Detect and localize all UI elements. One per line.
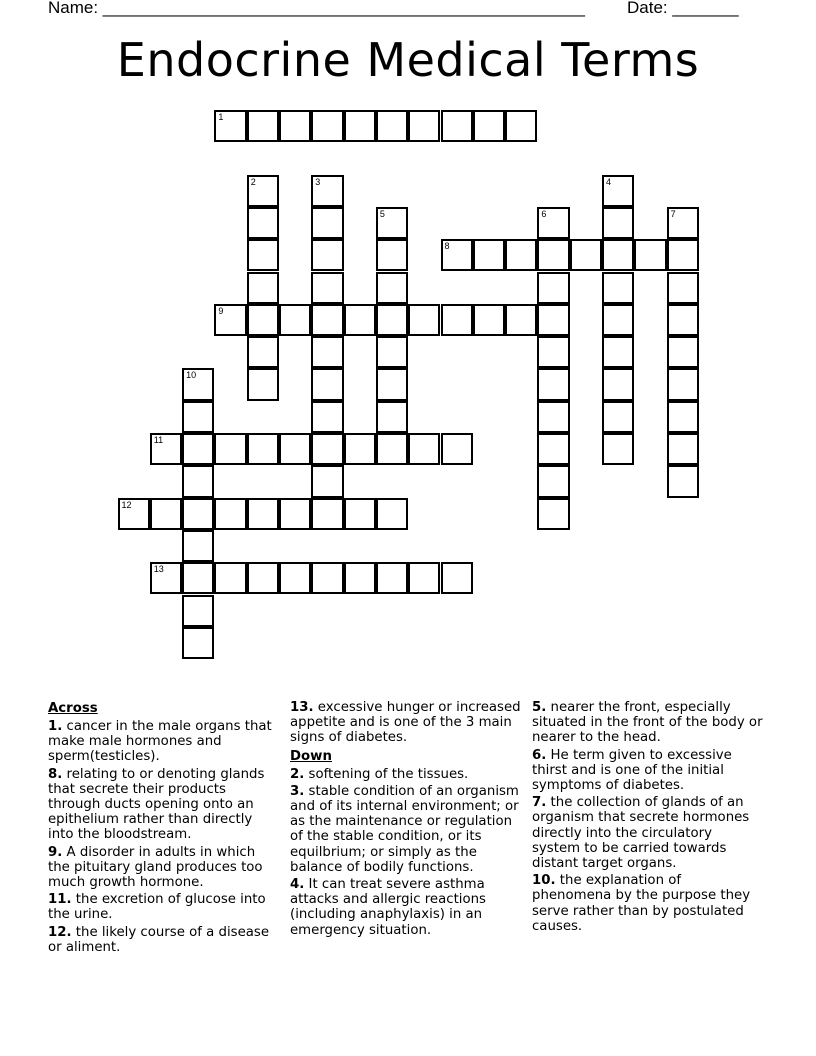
clue-down-2	[290, 767, 522, 782]
cell-number: 3	[315, 176, 321, 187]
crossword-cell[interactable]	[247, 368, 279, 400]
crossword-cell[interactable]	[214, 304, 246, 336]
crossword-cell[interactable]	[570, 239, 602, 271]
crossword-cell[interactable]	[247, 336, 279, 368]
cell-number: 13	[153, 564, 164, 575]
clue-number: 6.	[532, 747, 547, 763]
clue-number: 10.	[532, 873, 556, 889]
clue-down-6	[532, 748, 764, 794]
clue-across-12	[48, 925, 280, 955]
crossword-cell[interactable]	[376, 401, 408, 433]
crossword-cell[interactable]	[214, 562, 246, 594]
clue-number: 7.	[532, 795, 547, 811]
crossword-cell[interactable]	[182, 465, 214, 497]
clue-down-7	[532, 795, 764, 871]
crossword-cell[interactable]	[537, 368, 569, 400]
cell-number: 4	[606, 176, 612, 187]
crossword-cell[interactable]	[376, 304, 408, 336]
clue-text: cancer in the male organs that make male hormones and sperm(testicles).	[48, 719, 272, 765]
clue-text: It can treat severe asthma attacks and allergic reactions (including anaphylaxis) in an emergency situation.	[290, 877, 486, 938]
crossword-cell[interactable]	[537, 336, 569, 368]
clue-down-10	[532, 873, 764, 934]
crossword-cell[interactable]	[667, 239, 699, 271]
clue-across-13	[290, 700, 522, 746]
clue-column-2	[290, 700, 522, 940]
crossword-cell[interactable]	[279, 498, 311, 530]
crossword-cell[interactable]	[182, 401, 214, 433]
crossword-cell[interactable]	[634, 239, 666, 271]
crossword-cell[interactable]	[311, 433, 343, 465]
crossword-cell[interactable]	[279, 433, 311, 465]
page-title: Endocrine Medical Terms	[116, 33, 700, 87]
clue-text: excessive hunger or increased appetite and is one of the 3 main signs of diabetes.	[290, 700, 521, 746]
crossword-cell[interactable]	[602, 433, 634, 465]
crossword-cell[interactable]	[537, 304, 569, 336]
crossword-cell[interactable]	[537, 498, 569, 530]
crossword-cell[interactable]	[441, 239, 473, 271]
crossword-cell[interactable]	[311, 465, 343, 497]
cell-number: 8	[444, 241, 450, 252]
crossword-cell[interactable]	[214, 498, 246, 530]
clue-number: 13.	[290, 700, 314, 715]
crossword-cell[interactable]	[667, 433, 699, 465]
cell-number: 6	[541, 208, 547, 219]
across-heading: Across	[48, 701, 98, 716]
crossword-cell[interactable]	[408, 110, 440, 142]
cell-number: 10	[186, 370, 197, 381]
crossword-cell[interactable]	[441, 433, 473, 465]
crossword-cell[interactable]	[667, 465, 699, 497]
crossword-cell[interactable]	[344, 304, 376, 336]
crossword-cell[interactable]	[376, 272, 408, 304]
crossword-cell[interactable]	[247, 498, 279, 530]
crossword-cell[interactable]	[602, 368, 634, 400]
clue-number: 5.	[532, 700, 547, 715]
crossword-cell[interactable]	[247, 175, 279, 207]
crossword-cell[interactable]	[376, 336, 408, 368]
clue-across-11	[48, 892, 280, 922]
crossword-cell[interactable]	[311, 175, 343, 207]
crossword-cell[interactable]	[473, 304, 505, 336]
crossword-cell[interactable]	[247, 272, 279, 304]
crossword-cell[interactable]	[441, 110, 473, 142]
crossword-cell[interactable]	[182, 433, 214, 465]
crossword-cell[interactable]	[473, 110, 505, 142]
crossword-cell[interactable]	[247, 239, 279, 271]
down-heading: Down	[290, 748, 332, 764]
clue-text: the explanation of phenomena by the purpose they serve rather than by postulated causes.	[532, 873, 751, 934]
crossword-cell[interactable]	[667, 272, 699, 304]
crossword-cell[interactable]	[408, 562, 440, 594]
crossword-cell[interactable]	[344, 562, 376, 594]
crossword-cell[interactable]	[247, 304, 279, 336]
crossword-cell[interactable]	[441, 562, 473, 594]
crossword-cell[interactable]	[602, 207, 634, 239]
crossword-cell[interactable]	[667, 304, 699, 336]
crossword-cell[interactable]	[344, 433, 376, 465]
crossword-cell[interactable]	[505, 304, 537, 336]
crossword-cell[interactable]	[344, 110, 376, 142]
crossword-cell[interactable]	[667, 207, 699, 239]
clue-text: the excretion of glucose into the urine.	[48, 892, 266, 923]
crossword-cell[interactable]	[311, 110, 343, 142]
clue-text: relating to or denoting glands that secrete their products through ducts opening onto an epithelium rather than directly into the bloodstream.	[48, 766, 265, 843]
crossword-cell[interactable]	[311, 272, 343, 304]
clue-number: 1.	[48, 719, 63, 734]
crossword-cell[interactable]	[537, 239, 569, 271]
clue-text: softening of the tissues.	[308, 766, 469, 782]
clue-text: the likely course of a disease or aliment.	[48, 924, 270, 955]
crossword-cell[interactable]	[311, 304, 343, 336]
clue-column-1	[48, 700, 280, 957]
crossword-cell[interactable]	[602, 175, 634, 207]
clue-number: 4.	[290, 877, 305, 893]
crossword-cell[interactable]	[311, 336, 343, 368]
clue-down-4	[290, 877, 522, 938]
crossword-cell[interactable]	[537, 207, 569, 239]
clue-column-3	[532, 700, 764, 936]
cell-number: 1	[218, 112, 224, 122]
crossword-cell[interactable]	[537, 433, 569, 465]
crossword-cell[interactable]	[408, 304, 440, 336]
crossword-cell[interactable]	[537, 465, 569, 497]
crossword-cell[interactable]	[376, 110, 408, 142]
crossword-cell[interactable]	[408, 433, 440, 465]
crossword-cell[interactable]	[150, 433, 182, 465]
crossword-cell[interactable]	[376, 433, 408, 465]
crossword-cell[interactable]	[182, 498, 214, 530]
crossword-cell[interactable]	[537, 401, 569, 433]
cell-number: 5	[379, 208, 385, 219]
crossword-cell[interactable]	[311, 562, 343, 594]
crossword-cell[interactable]	[667, 336, 699, 368]
crossword-cell[interactable]	[602, 272, 634, 304]
crossword-cell[interactable]	[602, 304, 634, 336]
clue-number: 2.	[290, 766, 305, 782]
crossword-cell[interactable]	[182, 562, 214, 594]
crossword-cell[interactable]	[118, 498, 150, 530]
crossword-cell[interactable]	[311, 401, 343, 433]
clue-across-1	[48, 719, 280, 765]
clue-text: A disorder in adults in which the pituitary gland produces too much growth hormone.	[48, 844, 263, 891]
cell-number: 2	[250, 176, 256, 187]
clue-number: 8.	[48, 766, 63, 782]
cell-number: 12	[121, 499, 132, 510]
crossword-cell[interactable]	[602, 239, 634, 271]
crossword-cell[interactable]	[376, 207, 408, 239]
crossword-cell[interactable]	[182, 627, 214, 659]
clue-text: stable condition of an organism and of its internal environment; or as the maintenance or regulation of the stable condition, or its equilbrium; or simply as the balance of bodily functions.	[290, 783, 519, 875]
crossword-cell[interactable]	[150, 498, 182, 530]
crossword-cell[interactable]	[505, 110, 537, 142]
cell-number: 11	[153, 435, 164, 445]
clue-number: 9.	[48, 844, 63, 860]
crossword-cell[interactable]	[182, 530, 214, 562]
name-line[interactable]: Name: ___________________________________________________	[48, 0, 585, 17]
crossword-cell[interactable]	[376, 239, 408, 271]
crossword-cell[interactable]	[311, 498, 343, 530]
crossword-cell[interactable]	[247, 433, 279, 465]
crossword-cell[interactable]	[247, 110, 279, 142]
crossword-cell[interactable]	[667, 368, 699, 400]
crossword-cell[interactable]	[376, 562, 408, 594]
crossword-cell[interactable]	[247, 207, 279, 239]
crossword-cell[interactable]	[214, 110, 246, 142]
crossword-cell[interactable]	[473, 239, 505, 271]
crossword-cell[interactable]	[150, 562, 182, 594]
crossword-cell[interactable]	[214, 433, 246, 465]
crossword-cell[interactable]	[602, 336, 634, 368]
crossword-cell[interactable]	[505, 239, 537, 271]
cell-number: 7	[670, 208, 676, 219]
crossword-cell[interactable]	[182, 595, 214, 627]
cell-number: 9	[218, 305, 224, 316]
crossword-cell[interactable]	[279, 304, 311, 336]
clue-text: He term given to excessive thirst and is one of the initial symptoms of diabetes.	[532, 747, 732, 794]
clue-number: 3.	[290, 783, 305, 799]
clue-text: the collection of glands of an organism that secrete hormones directly into the circulatory system to be carried towards distant target organs.	[532, 795, 750, 872]
clue-number: 12.	[48, 924, 72, 940]
crossword-cell[interactable]	[376, 368, 408, 400]
clue-down-5	[532, 700, 764, 746]
crossword-cell[interactable]	[247, 562, 279, 594]
clue-text: nearer the front, especially situated in the front of the body or nearer to the head.	[532, 700, 763, 746]
crossword-cell[interactable]	[667, 401, 699, 433]
crossword-cell[interactable]	[311, 368, 343, 400]
crossword-cell[interactable]	[182, 368, 214, 400]
clue-number: 11.	[48, 892, 72, 908]
date-line[interactable]: Date: _______	[627, 0, 739, 17]
crossword-cell[interactable]	[376, 498, 408, 530]
crossword-cell[interactable]	[279, 110, 311, 142]
crossword-cell[interactable]	[537, 272, 569, 304]
clue-across-8	[48, 767, 280, 843]
clue-down-3	[290, 784, 522, 875]
clue-across-9	[48, 845, 280, 891]
crossword-cell[interactable]	[311, 239, 343, 271]
crossword-cell[interactable]	[279, 562, 311, 594]
crossword-cell[interactable]	[344, 498, 376, 530]
crossword-cell[interactable]	[311, 207, 343, 239]
crossword-cell[interactable]	[602, 401, 634, 433]
crossword-cell[interactable]	[441, 304, 473, 336]
